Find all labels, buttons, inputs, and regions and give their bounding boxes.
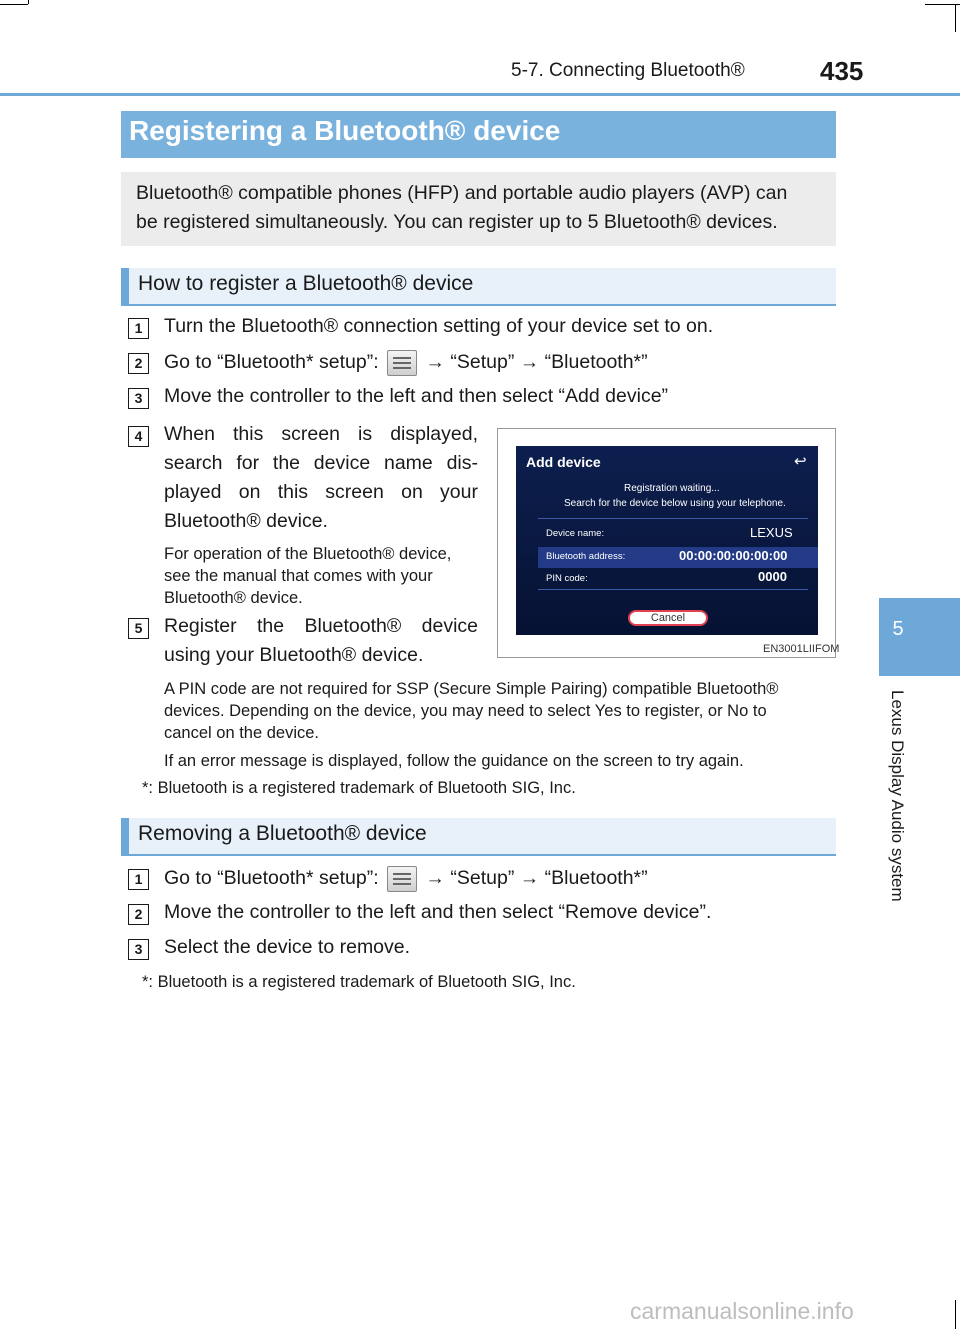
footnote: *: Bluetooth is a registered trademark of Bluetooth SIG, Inc. xyxy=(142,779,576,797)
step-text xyxy=(164,866,648,892)
page-title-bar xyxy=(121,111,836,158)
device-name-value: LEXUS xyxy=(750,525,793,540)
crop-mark xyxy=(955,4,956,32)
step-text-pre: Go to “Bluetooth* setup”: xyxy=(164,867,379,890)
divider xyxy=(538,589,808,590)
crop-mark xyxy=(28,0,29,4)
step-text: Move the controller to the left and then select “Remove device”. xyxy=(164,901,712,923)
heading-rule xyxy=(121,304,836,306)
step-text-line: search for the device name dis- xyxy=(164,452,478,474)
register-heading: How to register a Bluetooth® device xyxy=(138,272,474,295)
back-icon: ↩ xyxy=(794,453,807,470)
register-heading-bar xyxy=(121,268,836,304)
step-text-post: → “Setup” → “Bluetooth*” xyxy=(425,867,648,890)
divider xyxy=(538,518,808,519)
intro-line: be registered simultaneously. You can register up to 5 Bluetooth® devices. xyxy=(136,211,778,233)
watermark: carmanualsonline.info xyxy=(630,1298,854,1324)
step-number: 3 xyxy=(128,939,149,960)
footnote: *: Bluetooth is a registered trademark of Bluetooth SIG, Inc. xyxy=(142,973,576,991)
step-number: 1 xyxy=(128,318,149,339)
step-text-line: When this screen is displayed, xyxy=(164,423,478,445)
chapter-number: 5 xyxy=(892,618,904,640)
screen-message: Registration waiting... xyxy=(624,483,720,494)
step-number: 5 xyxy=(128,618,149,639)
remove-heading-bar xyxy=(121,818,836,854)
heading-accent xyxy=(121,268,129,304)
device-name-label: Device name: xyxy=(546,528,605,539)
menu-button-icon xyxy=(387,350,417,376)
step-note: For operation of the Bluetooth® device, xyxy=(164,545,452,563)
figure-code: EN3001LIIFOM xyxy=(763,643,840,655)
pin-value: 0000 xyxy=(758,569,787,584)
step-text-pre: Go to “Bluetooth* setup”: xyxy=(164,351,379,374)
step-text: Turn the Bluetooth® connection setting of your device set to on. xyxy=(164,315,714,337)
add-device-screenshot xyxy=(497,428,840,658)
step-text: Move the controller to the left and then select “Add device” xyxy=(164,385,669,407)
screen-message: Search for the device below using your telephone. xyxy=(564,498,786,509)
display xyxy=(516,446,818,635)
remove-heading: Removing a Bluetooth® device xyxy=(138,822,427,845)
page-number: 435 xyxy=(820,56,864,86)
heading-rule xyxy=(121,854,836,856)
crop-mark xyxy=(0,4,28,5)
step-text-line: Bluetooth® device. xyxy=(164,510,328,532)
intro-line: Bluetooth® compatible phones (HFP) and portable audio players (AVP) can xyxy=(136,182,788,204)
chapter-title-vertical xyxy=(877,690,917,930)
step-note: see the manual that comes with your xyxy=(164,567,433,585)
note-line: A PIN code are not required for SSP (Secure Simple Pairing) compatible Bluetooth® xyxy=(164,680,779,698)
step-text: Select the device to remove. xyxy=(164,936,411,958)
intro-box xyxy=(121,172,836,246)
chapter-title: Lexus Display Audio system xyxy=(888,690,907,902)
note-line: devices. Depending on the device, you may need to select Yes to register, or No to xyxy=(164,702,767,720)
heading-accent xyxy=(121,818,129,854)
screen-title: Add device xyxy=(526,454,601,470)
step-number: 3 xyxy=(128,388,149,409)
crop-mark xyxy=(955,1300,956,1329)
note-line: cancel on the device. xyxy=(164,724,320,742)
step-text-line: using your Bluetooth® device. xyxy=(164,644,424,666)
address-value: 00:00:00:00:00:00 xyxy=(679,548,788,563)
step-number: 1 xyxy=(128,869,149,890)
cancel-button: Cancel xyxy=(628,610,708,626)
step-text-post: → “Setup” → “Bluetooth*” xyxy=(425,351,648,374)
address-label: Bluetooth address: xyxy=(546,551,626,562)
section-title: 5-7. Connecting Bluetooth® xyxy=(511,60,745,81)
step-number: 2 xyxy=(128,353,149,374)
page-title: Registering a Bluetooth® device xyxy=(129,115,561,146)
step-text xyxy=(164,350,648,376)
header-rule xyxy=(0,93,960,96)
step-number: 2 xyxy=(128,904,149,925)
note-line: If an error message is displayed, follow the guidance on the screen to try again. xyxy=(164,752,744,770)
step-note: Bluetooth® device. xyxy=(164,589,303,607)
menu-button-icon xyxy=(387,866,417,892)
step-text-line: played on this screen on your xyxy=(164,481,478,503)
step-number: 4 xyxy=(128,426,149,447)
step-text-line: Register the Bluetooth® device xyxy=(164,615,478,637)
pin-label: PIN code: xyxy=(546,573,588,584)
